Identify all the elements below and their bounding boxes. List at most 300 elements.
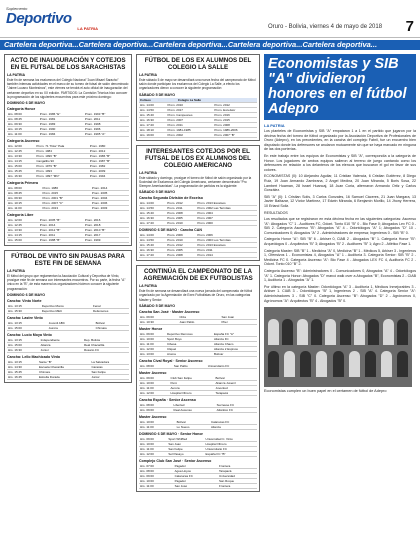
table-cell: Prom. 2004	[91, 196, 129, 201]
table-cell: Hrs. 14:00	[139, 233, 166, 238]
table-cell: Prom. 2006	[196, 233, 257, 238]
table-cell: Club San Felipe	[170, 376, 215, 381]
table-cell: Hrs. 11:00	[139, 385, 170, 390]
article-body	[264, 129, 416, 303]
category-heading: Cancha: Lello Machicado Vinto	[7, 354, 61, 359]
table-cell: Prom. 1979 "B"	[35, 164, 88, 169]
schedule-box	[136, 145, 260, 262]
category-heading: Master Ascenso	[139, 370, 167, 375]
article-kicker: LA PATRIA	[264, 123, 285, 128]
table-cell: Hrs. 13:15	[7, 321, 48, 326]
category-heading: Cancha: Lastre Vinto	[7, 315, 43, 320]
table-cell: Prom. Campeones	[166, 112, 213, 117]
schedule-table	[7, 304, 129, 314]
logo-subtitle: LA PATRIA	[77, 26, 98, 31]
table-cell: Hrs. 11:00	[139, 424, 176, 429]
table-cell: Libertad	[173, 403, 216, 408]
table-cell: Chimare	[95, 325, 129, 330]
schedule-date: SÁBADO 5 DE MAYO	[139, 190, 176, 195]
column-middle	[136, 54, 260, 542]
table-row	[7, 238, 129, 243]
table-row	[139, 253, 257, 258]
schedule-date: SÁBADO 5 DE MAYO	[139, 303, 176, 308]
table-cell: Hrs. 11:00	[7, 206, 42, 211]
masthead	[0, 0, 420, 38]
table-cell: Hrs. 08:00	[139, 468, 174, 473]
table-cell: Juventud	[215, 385, 257, 390]
table-cell: Hrs. 10:00	[139, 380, 170, 385]
schedule-table	[7, 112, 129, 137]
box-kicker: LA PATRIA	[7, 269, 26, 274]
table-cell: Estrella Dorada	[38, 374, 91, 379]
table-cell: Universidad C. Vinto	[205, 437, 257, 442]
category-heading: Master Ascenso	[139, 414, 167, 419]
category-heading: Categoría Ascenso	[7, 139, 40, 144]
table-cell: Hrs. 10:30	[139, 319, 178, 324]
schedule-table	[7, 144, 129, 179]
table-cell: Hrs. 13:15	[7, 304, 41, 309]
category-heading: Complejo Club San José · Senior Ascenso	[139, 458, 212, 463]
article-paragraph: En este trabajo entre los equipos de Economistas y SIB "A", correspondía a la categoría de Honor. Los jugadores de ambos equipos salieron al terreno de juego cantando como los defensores en relación a los delanteros de los elencos que buscaron el gol en favor de sus colores.	[264, 153, 416, 172]
table-cell: Hrs. 09:00	[139, 376, 170, 381]
category-heading: Cancha España · Senior Ascenso	[139, 397, 196, 402]
table-cell: Prom. 2010	[166, 103, 213, 108]
table-cell: Alianza Chaco	[213, 341, 257, 346]
table-cell: Cliza	[178, 315, 220, 320]
table-cell: Prom. 2011	[166, 122, 213, 127]
table-cell: Aurora	[48, 325, 95, 330]
table-cell: Perú	[170, 380, 215, 385]
table-cell: Frontera	[218, 483, 257, 488]
table-cell: Prom. 2008	[213, 122, 257, 127]
table-cell: Bolívar	[213, 351, 257, 356]
table-cell: Hrs. 13:30	[7, 228, 39, 233]
table-cell: Alianza 2 Espinos	[213, 346, 257, 351]
table-cell: Hrs. 09:30	[7, 122, 39, 127]
table-cell: Prom. 2015	[213, 117, 257, 122]
photo-caption: Economistas cumplen un buen papel en el certamen de fútbol de Adepro	[264, 389, 387, 394]
schedule-table	[7, 360, 129, 380]
table-cell: Prom. 2012 "B"	[39, 228, 84, 233]
table-cell: Hrs. 15:30	[7, 308, 41, 313]
table-header-row	[139, 98, 257, 103]
table-cell: Prom. 2005	[91, 191, 129, 196]
schedule-table	[139, 315, 257, 325]
category-heading: Categoría Libre	[7, 213, 34, 218]
table-cell: Universitario FC	[205, 446, 257, 451]
table-cell: Hrs. 14:50	[139, 206, 166, 211]
table-cell: Hrs. 12:45	[7, 149, 35, 154]
table-row	[7, 308, 129, 313]
category-heading: Master Honor	[139, 326, 163, 331]
table-cell: Defensores	[92, 308, 129, 313]
table-cell: Prom. 2007 "C"	[42, 201, 91, 206]
table-cell: Prom. 2012	[166, 243, 196, 248]
table-cell: Hrs. 15:00	[7, 238, 39, 243]
table-cell: Hrs. 09:00	[139, 315, 178, 320]
table-cell: Hrs. 07:00	[139, 464, 174, 469]
table-cell: Hrs. 10:00	[139, 441, 167, 446]
schedule-table	[7, 218, 129, 243]
table-cell: Prom. 2010	[166, 238, 196, 243]
table-cell: Prom. 2000	[196, 221, 257, 226]
box-kicker: LA PATRIA	[7, 73, 26, 77]
schedule-table	[139, 403, 257, 413]
table-cell: Hrs. 10:15	[7, 201, 42, 206]
table-cell: Prom. 2013 Excelsos	[196, 201, 257, 206]
schedule-table	[139, 376, 257, 396]
table-cell: Prom. 2013 Excelsos	[196, 243, 257, 248]
table-cell: Prom. 2004	[196, 211, 257, 216]
table-cell: Sucreuse FC	[216, 403, 257, 408]
article-paragraph: Categoría Master: SIB "B" 1 - Medicina "A" 0, Medicina "B" 1 - Médicos 5, Arkiser 3 - Ingenieros 1, Ofensivos 1 - Economistas 4, Abogados "A" 1 - Auditoría 3. Categoría Senior: SIB "B" 2 - Medicina FC 0. Categoría Ascenso "A": Bio Fase 4 - Abogados LEX FC 4, Auditoría FC 2 - Odont. Tonto 010 "B" 2.	[264, 248, 416, 267]
table-cell: Juan Pablo	[178, 319, 220, 324]
table-cell: San Felipe	[167, 446, 204, 451]
table-cell: Prom. 2006	[91, 201, 129, 206]
table-cell: Prom. 2007	[166, 117, 213, 122]
table-row	[139, 407, 257, 412]
table-cell: Prom. 1981-1985	[166, 127, 213, 132]
table-cell: Hrs. 15:40	[139, 112, 166, 117]
table-row	[139, 390, 257, 395]
table-cell: San José	[174, 483, 218, 488]
table-cell: Prom. 2008	[166, 211, 196, 216]
article-paragraph: Los resultados que se registraron en esta décima fecha en las siguientes categorías: Ascenso "A": Abogados "C" 1 - Auditores FC, Odont. Tonto 010 "B" 0 - Bio Fase 0; Abogados Lex FC 0 - SIB 2. Categoría Ascenso "B": Abogados "A" 4 - Odontólogos "A" 1; Abogados "D" 10 - Comunicadores 0; Abogados "A" 2 - Administradores de empresa; Ingenieros 0 - SIB "B" 0.	[264, 217, 416, 235]
headline-box	[264, 54, 416, 120]
table-cell: Prom. 1986-2006	[213, 127, 257, 132]
article-paragraph: Por último en la categoría Master: Odontólogos "A" 3 - Auditoría 1, Médicos Inmejorables 3 - Arkiser 1. CIAB 3 - Odontólogos "B" 1, Ingenieros 2 - SIB "A" 4. Categoría Senior "A": Administradores 3 - SIB "C" 0. Categoría Ascenso "B": Abogados "D" 2 - Agrónomos 0, Agrónomos "A": Arquitectos "B" 4 - Abogados "B" 0.	[264, 284, 416, 303]
table-cell: Hospital Obrero	[205, 441, 257, 446]
schedule-box	[4, 54, 132, 246]
table-cell: Hrs. 15:40	[139, 211, 166, 216]
table-cell: Cliquel	[166, 346, 213, 351]
table-cell: Pagador	[174, 478, 218, 483]
table-cell: Prom. 2007 "B"	[213, 132, 257, 137]
box-title: INTERESANTES COTEJOS POR EL FUTSAL DE LOS EX ALUMNOS DEL COLEGIO AMERICANO	[145, 147, 251, 169]
box-kicker: LA PATRIA	[139, 73, 158, 77]
logo-supertitle: Suplemento	[6, 6, 28, 11]
table-cell: España FC "A"	[213, 332, 257, 337]
table-cell: Prom. 2002	[166, 132, 213, 137]
schedule-table	[139, 420, 257, 430]
team-photo	[264, 307, 412, 387]
table-cell: Caracas	[90, 364, 129, 369]
category-heading: Categoría Honor	[7, 107, 36, 112]
table-cell: Sport Boys	[166, 336, 213, 341]
table-header-cell: Colegio La Salle	[177, 98, 251, 103]
table-cell: Prom. 2016	[213, 112, 257, 117]
box-body: Este fin de semana se desarrollará una nueva jornada del campeonato de fútbol organizado por la Agremiación de Exex Futbolistas de Oruro, en las categorías Master y Senior:	[139, 289, 253, 302]
table-cell: Hrs. 12:45	[7, 223, 39, 228]
table-cell: Dep. Bolivia	[83, 338, 129, 343]
table-cell: Real Ascenso	[173, 407, 216, 412]
table-cell: Hrs. 12:00	[139, 346, 166, 351]
table-cell: Hrs. 16:30	[139, 248, 166, 253]
schedule-box	[4, 250, 132, 383]
schedule-table	[7, 338, 129, 353]
table-cell: Junior	[90, 374, 129, 379]
table-cell: Deportivo Rennoso	[166, 332, 213, 337]
table-cell: Hrs. 08:00	[7, 186, 42, 191]
schedule-box	[136, 54, 260, 141]
table-cell: Hrs. 16:30	[139, 117, 166, 122]
table-cell: Hrs. 17:20	[139, 221, 166, 226]
table-cell: Prom. 2005	[166, 248, 196, 253]
table-cell: Hrs. 19:00	[139, 132, 166, 137]
table-cell: Sante "B"	[38, 360, 91, 365]
page-number: 7	[405, 18, 414, 35]
table-row	[139, 424, 257, 429]
table-cell: Prom. 2009	[166, 233, 196, 238]
table-cell: Prom. 2010	[166, 221, 196, 226]
box-title: FÚTBOL DE LOS EX ALUMNOS DEL COLEGIO LA SALLE	[144, 57, 252, 71]
table-cell: Hrs. 10:00	[139, 336, 166, 341]
table-cell: Tarapacá	[218, 468, 257, 473]
table-row	[7, 374, 129, 379]
table-cell: Hrs. 15:40	[139, 243, 166, 248]
table-cell: Prom. 2005 "B"	[39, 218, 84, 223]
table-cell: Lo Nuevo	[176, 424, 210, 429]
table-cell: Hrs. 11:00	[139, 446, 167, 451]
table-cell: Alianza	[40, 342, 83, 347]
table-cell: Prom. 2003 Los Termitas	[196, 238, 257, 243]
table-cell: Hrs. 14:15	[7, 159, 35, 164]
table-cell: Hospital Obrero	[170, 390, 215, 395]
table-cell: Independiente	[40, 338, 83, 343]
table-cell: Bolívar	[95, 321, 129, 326]
headline: Economistas y SIB "A" dividieron honores en el fútbol Adepro	[268, 56, 407, 117]
table-cell: Hrs. 15:45	[7, 369, 38, 374]
table-cell: Hrs. 15:00	[7, 342, 40, 347]
box-title: ACTO DE INAUGURACIÓN Y COTEJOS EN EL FUTSAL DE LOS SARACHISTAS	[10, 57, 126, 71]
category-heading: Cancha Segunda División de Excelso	[139, 196, 203, 201]
table-row	[139, 132, 257, 137]
table-cell: Cibesa	[166, 341, 213, 346]
table-cell: Hrs. 15:00	[7, 164, 35, 169]
schedule-table	[7, 321, 129, 331]
table-cell: Prom. 71 "Kike" Pala	[35, 144, 88, 149]
table-cell: Prom. 2014	[91, 186, 129, 191]
table-cell: España FC "B"	[205, 451, 257, 456]
table-cell: Hrs. 15:00	[7, 325, 48, 330]
table-cell: Hrs. 13:30	[7, 154, 35, 159]
table-cell: Bolívar	[176, 420, 210, 425]
table-cell: Prom. 2013	[42, 206, 91, 211]
table-cell: Prom. Excelsior	[213, 107, 257, 112]
table-row	[139, 364, 257, 369]
table-cell: Prom. 1996	[84, 127, 129, 132]
table-cell: Hrs. 12:00	[139, 390, 170, 395]
table-cell: Bolívar	[215, 376, 257, 381]
table-cell: Hrs. 13:15	[7, 360, 38, 365]
box-title: FÚTBOL DE VINTO SIN PAUSAS PARA ESTE FIN DE SEMANA	[11, 253, 125, 268]
table-cell: Sol Pasayo	[167, 451, 204, 456]
table-row	[7, 206, 129, 211]
table-cell: Hrs. 12:00	[139, 451, 167, 456]
table-cell: Deportivo MEC	[41, 308, 92, 313]
table-cell: Alianza FC	[213, 336, 257, 341]
table-cell: Prom. 2016	[84, 218, 129, 223]
table-cell: Hrs. 11:00	[139, 483, 174, 488]
table-cell: Prom. 1999	[84, 238, 129, 243]
table-cell: Prom. 2011	[166, 206, 196, 211]
schedule-table	[139, 201, 257, 226]
table-cell: Chimare	[38, 369, 91, 374]
table-cell: Hrs. 08:45	[7, 117, 39, 122]
table-cell: Hrs. 16:30	[7, 347, 40, 352]
table-cell: Prom. 1990	[39, 127, 84, 132]
table-cell: Prom. 2014	[196, 253, 257, 258]
table-cell: Prom. 1987 "B"	[89, 159, 129, 164]
box-body: Este sábado 5 de mayo se desarrollará una nueva fecha del campeonato de fútbol salón donde participan los exalumnos del Colegio La Salle, a efecto los organizadores dieron a conocer la siguiente programación:	[139, 78, 256, 91]
table-cell: Universidad	[218, 473, 257, 478]
table-row	[139, 319, 257, 324]
table-cell: Prom. 1995 "A"	[84, 132, 129, 137]
table-cell: Prom. 2005	[166, 216, 196, 221]
table-cell: La Salvadora	[90, 360, 129, 365]
table-cell: Rosario FC	[83, 347, 129, 352]
table-cell: San Felipe	[90, 369, 129, 374]
category-heading: Cancha: Lucio Moya Vinto	[7, 332, 52, 337]
article-paragraph: Los planteles de Economistas y SIB "A" empataron 1 a 1 en el partido que jugaron por la décima fecha del torneo de fútbol organizado por la Asociación Deportiva de Profesionales de Oruro (Adepro), en los precedentes, en la cancha del complejo Fabril, fue un encuentro bien disputado donde los defensores se anularon mutuamente sin que se haya marcado en ninguna de las dos porterías.	[264, 129, 416, 152]
table-cell: Prom. 2012	[89, 149, 129, 154]
table-row	[7, 325, 129, 330]
table-cell: Prom. 1982	[89, 164, 129, 169]
schedule-table	[139, 437, 257, 457]
column-left	[4, 54, 132, 542]
box-kicker: LA PATRIA	[139, 284, 158, 289]
article-paragraph: RESULTADOS	[264, 210, 288, 215]
table-cell: Prom. 2011	[196, 248, 257, 253]
table-cell: Hrs. 13:00	[139, 351, 166, 356]
table-cell: Hrs. 08:00	[139, 403, 173, 408]
table-cell: Hrs. 14:00	[139, 201, 166, 206]
schedule-table	[139, 332, 257, 357]
table-cell: Hrs. 16:30	[7, 174, 35, 179]
table-cell: Prom. 1998	[84, 122, 129, 127]
table-cell: Hrs. 18:10	[139, 127, 166, 132]
table-cell: San Juan	[167, 441, 204, 446]
table-cell: Hrs. 10:00	[139, 478, 174, 483]
table-cell: Prom. 1984	[39, 132, 84, 137]
table-cell: Calarucas FC	[210, 420, 257, 425]
table-cell: Deportivo Moros	[41, 304, 92, 309]
table-cell: Prom. 1983	[39, 122, 84, 127]
table-cell: Hrs. 11:00	[7, 132, 39, 137]
table-row	[7, 174, 129, 179]
table-cell: Hrs. 12:00	[7, 218, 39, 223]
category-heading: Cancha: Vinto Norte	[7, 298, 42, 303]
schedule-date: SÁBADO 5 DE MAYO	[139, 92, 176, 97]
table-cell: Prom. 2012	[213, 103, 257, 108]
table-cell: San Roque	[218, 478, 257, 483]
table-cell: Prom. 2017	[166, 107, 213, 112]
table-cell: Prom. 1996 "B"	[35, 154, 88, 159]
table-cell: Prom. 1984	[35, 149, 88, 154]
table-cell: Prom. 2002 Las Termitas	[196, 206, 257, 211]
table-cell: Hrs. 08:45	[7, 191, 42, 196]
table-cell: Hrs. 11:00	[139, 341, 166, 346]
table-cell: Agua Hoyos	[174, 468, 218, 473]
box-kicker: LA PATRIA	[139, 170, 158, 175]
table-cell: Cangallito 90	[35, 159, 88, 164]
table-cell: Prom. 2007	[196, 216, 257, 221]
table-cell: Prom. 2003	[91, 206, 129, 211]
table-cell: Prom. 1981	[39, 117, 84, 122]
article-paragraph: Categoría Ascenso "B": Administradores 0 - Comunicadores 0, Abogados "A" 4 - Odontólogos "A" 1. Categoría Honor: Abogados "D" marcó walk over a Abogados "B", Economistas 2 - CIAB 1, Auditoría 1 - Abogados "A" 1.	[264, 269, 416, 283]
table-cell: Hrs. 17:20	[139, 253, 166, 258]
dateline: Oruro - Bolivia, viernes 4 de mayo de 2018	[268, 24, 383, 30]
table-cell: Prom. 1997 "MN"	[35, 174, 88, 179]
table-cell: Tarapacá	[215, 390, 257, 395]
category-heading: Cancha San José · Master Ascenso	[139, 309, 200, 314]
table-cell: Fenal	[92, 304, 129, 309]
table-cell: Hrs. 14:30	[7, 364, 38, 369]
table-cell: Alianza	[210, 424, 257, 429]
table-cell: Prom. 2017	[84, 233, 129, 238]
table-cell: Universitario FC	[207, 364, 257, 369]
table-cell: Prom. 2009	[89, 169, 129, 174]
table-cell: Prom. 2018	[84, 223, 129, 228]
table-cell: Prom. 1994	[89, 174, 129, 179]
table-cell: Piter	[221, 319, 257, 324]
table-cell: Hrs. 08:00	[7, 112, 39, 117]
table-cell: Hrs. 14:50	[139, 238, 166, 243]
table-cell: Hrs. 15:45	[7, 169, 35, 174]
table-cell: Prom. 2014	[39, 223, 84, 228]
table-cell: Prom. 2008	[166, 253, 196, 258]
table-cell: Hrs. 12:00	[7, 144, 35, 149]
schedule-table	[7, 186, 129, 211]
table-cell: Alianza Juvenil	[215, 380, 257, 385]
category-heading: Cancha Cival Royal · Senior Ascenso	[139, 358, 203, 363]
box-body: El fútbol del grupo que reglamentan la Asociación Cultural y Deportiva de Vinto, prosigue este fin de semana con interesantes encuentros. Por su parte, la fecha "A" único en la "B", de esta manera los organizadores hicieron conocer la siguiente programación:	[7, 274, 126, 291]
schedule-date: DOMINGO 6 DE MAYO	[7, 101, 46, 106]
table-cell: Prom. 1988 "B"	[39, 238, 84, 243]
table-header-cell: Coliseo	[139, 98, 177, 103]
table-cell: Real Chacarilla	[83, 342, 129, 347]
table-cell: Hrs. 08:00	[139, 364, 173, 369]
table-cell: Hrs. 14:00	[139, 103, 166, 108]
category-heading: DOMINGO 6 DE MAYO · Cancha CAN	[139, 228, 202, 233]
table-cell: Sport Whiffled	[167, 437, 204, 442]
table-cell: Junior	[40, 347, 83, 352]
table-cell: Frontera	[218, 464, 257, 469]
table-cell: Aroma	[166, 351, 213, 356]
table-cell: Hrs. 09:00	[139, 437, 167, 442]
table-cell: San Pablo	[173, 364, 207, 369]
table-cell: Hrs. 09:00	[139, 332, 166, 337]
table-cell: Hrs. 14:15	[7, 233, 39, 238]
table-row	[139, 483, 257, 488]
table-cell: San Juan	[221, 315, 257, 320]
table-cell: Prom. 2015	[42, 191, 91, 196]
schedule-table	[139, 364, 257, 369]
table-cell: Hrs. 09:30	[7, 196, 42, 201]
table-cell: Prom. 2010 "B"	[84, 228, 129, 233]
table-cell: Hrs. 17:20	[139, 122, 166, 127]
section-banner: Cartelera deportiva...Cartelera deportiva...Cartelera deportiva...Cartelera deportiva...Cartelera deportiva...	[0, 40, 420, 50]
table-cell: Prom. 1986	[42, 186, 91, 191]
table-row	[139, 221, 257, 226]
table-cell: Hrs. 13:15	[7, 338, 40, 343]
table-cell: Hrs. 10:00	[139, 420, 176, 425]
table-cell: Hrs. 10:15	[7, 127, 39, 132]
table-cell: Juvenil ABC	[48, 321, 95, 326]
table-cell: Prom. 2011	[84, 117, 129, 122]
table-cell: Pagador	[174, 464, 218, 469]
table-row	[139, 351, 257, 356]
